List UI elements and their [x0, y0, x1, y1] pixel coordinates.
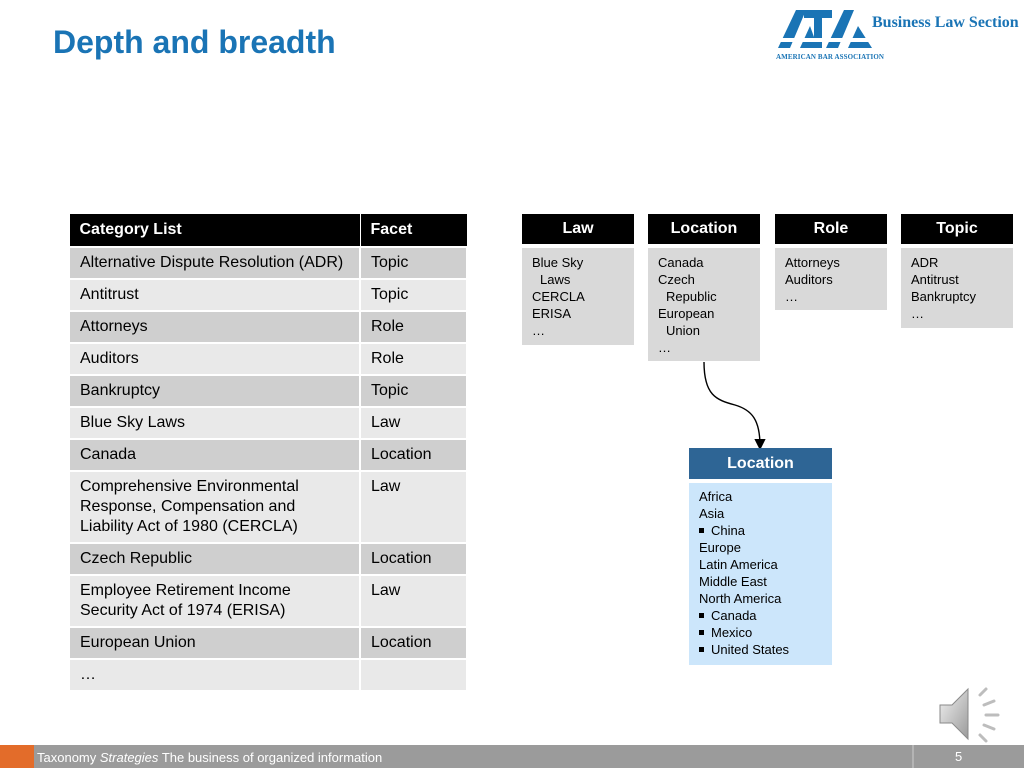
- location-item: Europe: [699, 540, 741, 555]
- location-subitem: [689, 607, 832, 624]
- table-row: [69, 343, 467, 375]
- facet-item: Auditors: [785, 272, 833, 287]
- aba-logo: [776, 6, 1020, 64]
- facet-item: …: [911, 306, 924, 321]
- facet-item: Laws: [540, 272, 571, 287]
- facet-item: Bankruptcy: [911, 289, 977, 304]
- table-row: [69, 407, 467, 439]
- location-item: Latin America: [699, 557, 778, 572]
- facet-item: Blue Sky: [532, 255, 584, 270]
- facet-cell: Topic: [360, 279, 467, 311]
- location-subitem: [689, 624, 832, 641]
- bullet-icon: [699, 528, 704, 533]
- category-cell: Auditors: [69, 343, 360, 375]
- facet-item: Republic: [666, 289, 717, 304]
- facet-cell: [360, 659, 467, 691]
- facet-item: Antitrust: [911, 272, 959, 287]
- facet-header-topic: Topic: [901, 214, 1013, 244]
- facet-item: Union: [666, 323, 700, 338]
- bullet-icon: [699, 647, 704, 652]
- facet-cell: Topic: [360, 375, 467, 407]
- location-subitem: [689, 522, 832, 539]
- table-row: [69, 279, 467, 311]
- location-item: North America: [699, 591, 782, 606]
- facet-item: Czech: [658, 272, 695, 287]
- category-cell: Czech Republic: [69, 543, 360, 575]
- facet-cell: Law: [360, 407, 467, 439]
- slide-title: Depth and breadth: [53, 24, 336, 60]
- facet-cell: Role: [360, 343, 467, 375]
- bullet-icon: [699, 630, 704, 635]
- category-cell: Comprehensive Environmental Response, Compensation and Liability Act of 1980 (CERCLA): [69, 471, 360, 543]
- location-subitem: [689, 641, 832, 658]
- facet-cell: Location: [360, 543, 467, 575]
- location-subitem-label: United States: [711, 642, 790, 657]
- facet-cell: Location: [360, 439, 467, 471]
- category-cell: Alternative Dispute Resolution (ADR): [69, 247, 360, 279]
- slide-footer: [0, 745, 1024, 768]
- facet-cell: Law: [360, 471, 467, 543]
- aba-logo-mark: [776, 6, 876, 52]
- location-subitem-label: Mexico: [711, 625, 753, 640]
- category-cell: …: [69, 659, 360, 691]
- facet-header-location: Location: [648, 214, 760, 244]
- location-subitem-label: Canada: [711, 608, 757, 623]
- footer-divider: [912, 745, 914, 768]
- category-cell: European Union: [69, 627, 360, 659]
- location-detail-header: Location: [689, 448, 832, 479]
- footer-brand-2: Strategies: [99, 750, 159, 765]
- table-row: [69, 471, 467, 543]
- location-detail-box: [689, 483, 832, 665]
- table-row: [69, 375, 467, 407]
- facet-item: CERCLA: [532, 289, 585, 304]
- location-item: Africa: [699, 489, 733, 504]
- logo-subtext: AMERICAN BAR ASSOCIATION: [776, 53, 885, 61]
- table-row: [69, 575, 467, 627]
- facet-header-role: Role: [775, 214, 887, 244]
- facet-item: ERISA: [532, 306, 572, 321]
- table-row: [69, 627, 467, 659]
- column-header-category: Category List: [69, 214, 360, 248]
- table-row: [69, 543, 467, 575]
- table-header-row: [69, 214, 467, 248]
- facet-item: …: [785, 289, 798, 304]
- category-table: [68, 213, 468, 692]
- column-header-facet: Facet: [360, 214, 467, 248]
- category-cell: Antitrust: [69, 279, 360, 311]
- facet-item: Canada: [658, 255, 704, 270]
- facet-cell: Role: [360, 311, 467, 343]
- table-row: [69, 247, 467, 279]
- bullet-icon: [699, 613, 704, 618]
- facet-box-location: [648, 248, 760, 361]
- category-cell: Bankruptcy: [69, 375, 360, 407]
- table-row: [69, 439, 467, 471]
- location-item: Asia: [699, 506, 725, 521]
- footer-text: [37, 750, 382, 765]
- footer-tagline: The business of organized information: [161, 750, 383, 765]
- location-item: Middle East: [699, 574, 767, 589]
- facet-cell: Topic: [360, 247, 467, 279]
- category-cell: Canada: [69, 439, 360, 471]
- category-cell: Employee Retirement Income Security Act of 1974 (ERISA): [69, 575, 360, 627]
- facet-item: …: [658, 340, 671, 355]
- facet-cell: Location: [360, 627, 467, 659]
- location-subitem-label: China: [711, 523, 745, 538]
- table-row: [69, 659, 467, 691]
- table-row: [69, 311, 467, 343]
- page-number: 5: [955, 749, 963, 764]
- footer-accent: [0, 745, 34, 768]
- logo-brand-text: Business Law Section: [872, 14, 1019, 31]
- facet-item: European: [658, 306, 715, 321]
- facet-box-law: [522, 248, 634, 345]
- facet-cell: Law: [360, 575, 467, 627]
- facet-box-topic: [901, 248, 1013, 328]
- facet-box-role: [775, 248, 887, 310]
- footer-brand-1: Taxonomy: [37, 750, 97, 765]
- speaker-icon[interactable]: [936, 683, 1006, 745]
- facet-item: Attorneys: [785, 255, 840, 270]
- category-cell: Attorneys: [69, 311, 360, 343]
- facet-item: …: [532, 323, 545, 338]
- category-cell: Blue Sky Laws: [69, 407, 360, 439]
- facet-header-law: Law: [522, 214, 634, 244]
- facet-item: ADR: [911, 255, 939, 270]
